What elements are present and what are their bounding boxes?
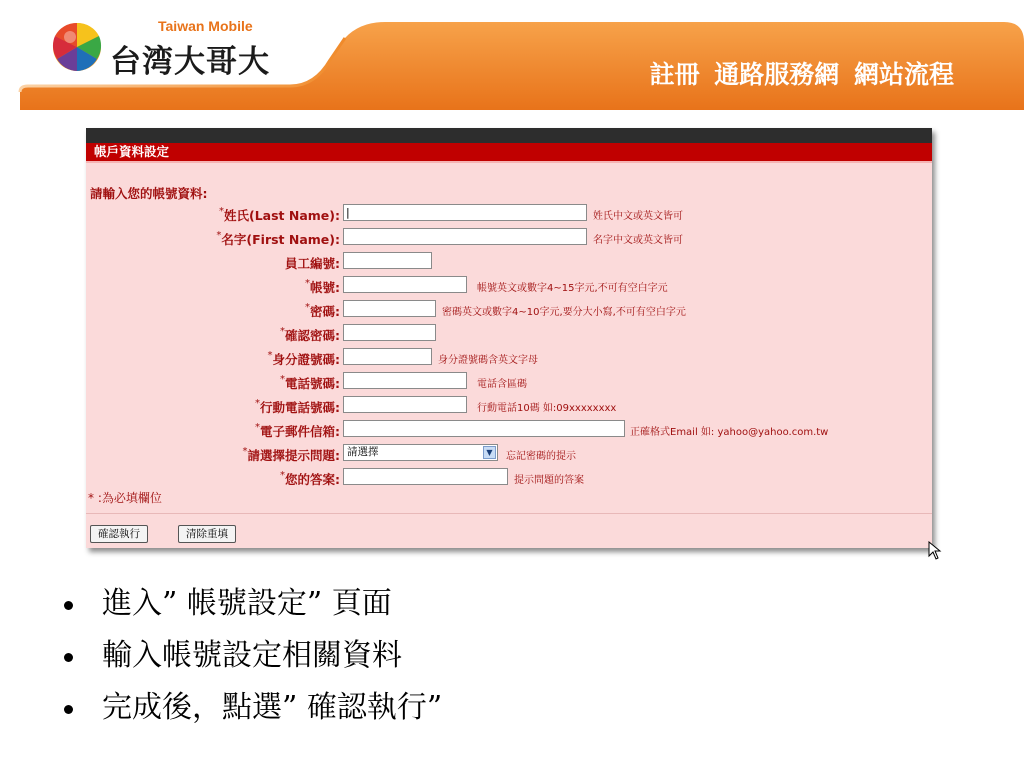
form-row-id-number <box>86 348 932 368</box>
form-row-employee-id <box>86 252 932 272</box>
form-row-account <box>86 276 932 296</box>
field-hint: 正確格式Email 如: yahoo@yahoo.com.tw <box>630 427 829 438</box>
taiwan-mobile-logo <box>52 12 302 82</box>
bullet-text: 進入” 帳號設定” 頁面 <box>102 586 392 621</box>
field-label: *帳號: <box>305 278 340 295</box>
account-settings-form-screenshot <box>86 128 932 548</box>
field-hint: 密碼英文或數字4~10字元,要分大小寫,不可有空白字元 <box>442 307 686 318</box>
mouse-cursor-icon <box>928 541 944 561</box>
field-hint: 忘記密碼的提示 <box>506 451 576 462</box>
browser-top-bar <box>86 128 932 143</box>
bullet-dot <box>64 601 73 610</box>
field-hint: 姓氏中文或英文皆可 <box>593 211 683 222</box>
required-star: * <box>305 302 310 313</box>
field-label: 員工編號: <box>285 256 340 271</box>
confirm-button[interactable]: 確認執行 <box>90 525 148 543</box>
account-input[interactable] <box>343 276 467 293</box>
bullet-item <box>60 634 442 686</box>
hint-question-select[interactable]: 請選擇 ▼ <box>343 444 498 461</box>
field-hint: 身分證號碼含英文字母 <box>438 355 538 366</box>
field-label: *電話號碼: <box>280 374 340 391</box>
chevron-down-icon[interactable]: ▼ <box>483 446 496 459</box>
field-hint: 電話含區碼 <box>477 379 527 390</box>
form-row-phone <box>86 372 932 392</box>
field-label: *姓氏(Last Name): <box>219 206 340 223</box>
answer-input[interactable] <box>343 468 508 485</box>
phone-input[interactable] <box>343 372 467 389</box>
form-row-hint-question <box>86 444 932 464</box>
field-label: *請選擇提示問題: <box>242 446 340 463</box>
slide-title: 註冊 通路服務網 網站流程 <box>649 60 954 89</box>
password-input[interactable] <box>343 300 436 317</box>
field-label: *名字(First Name): <box>216 230 340 247</box>
field-label: *密碼: <box>305 302 340 319</box>
brand-name-zh: 台湾大哥大 <box>110 44 270 80</box>
first-name-input[interactable] <box>343 228 587 245</box>
form-row-first-name <box>86 228 932 248</box>
required-star: * <box>305 278 310 289</box>
email-input[interactable] <box>343 420 625 437</box>
bullet-text: 完成後，點選” 確認執行” <box>102 690 443 725</box>
id-number-input[interactable] <box>343 348 432 365</box>
form-row-answer <box>86 468 932 488</box>
section-header: 帳戶資料設定 <box>86 143 932 163</box>
required-star: * <box>280 374 285 385</box>
field-hint: 行動電話10碼 如:09xxxxxxxx <box>477 403 617 414</box>
divider <box>86 513 932 514</box>
form-row-confirm-password <box>86 324 932 344</box>
form-row-email <box>86 420 932 440</box>
bullet-list <box>60 582 442 738</box>
reset-button[interactable]: 清除重填 <box>178 525 236 543</box>
required-star: * <box>280 470 285 481</box>
form-prompt: 請輸入您的帳號資料: <box>90 186 208 201</box>
field-label: *身分證號碼: <box>267 350 340 367</box>
bullet-dot <box>64 653 73 662</box>
slide-header <box>0 0 1024 110</box>
required-star: * <box>267 350 273 361</box>
confirm-password-input[interactable] <box>343 324 436 341</box>
mobile-input[interactable] <box>343 396 467 413</box>
required-note: * :為必填欄位 <box>88 491 162 505</box>
employee-id-input[interactable] <box>343 252 432 269</box>
field-label: *確認密碼: <box>280 326 340 343</box>
field-hint: 提示問題的答案 <box>514 475 584 486</box>
required-star: * <box>255 422 260 433</box>
bullet-text: 輸入帳號設定相關資料 <box>102 638 402 673</box>
field-label: *行動電話號碼: <box>255 398 340 415</box>
required-star: * <box>219 206 224 217</box>
required-star: * <box>255 398 260 409</box>
bullet-item <box>60 686 442 738</box>
logo-ball-icon <box>52 22 102 72</box>
field-hint: 帳號英文或數字4~15字元,不可有空白字元 <box>477 283 668 294</box>
field-label: *您的答案: <box>280 470 340 487</box>
required-star: * <box>280 326 285 337</box>
required-star: * <box>216 230 222 241</box>
form-row-last-name <box>86 204 932 224</box>
field-hint: 名字中文或英文皆可 <box>593 235 683 246</box>
brand-name-en: Taiwan Mobile <box>158 18 253 34</box>
bullet-dot <box>64 705 73 714</box>
required-star: * <box>242 446 248 457</box>
field-label: *電子郵件信箱: <box>255 422 340 439</box>
form-row-password <box>86 300 932 320</box>
bullet-item <box>60 582 442 634</box>
form-row-mobile <box>86 396 932 416</box>
last-name-input[interactable]: | <box>343 204 587 221</box>
